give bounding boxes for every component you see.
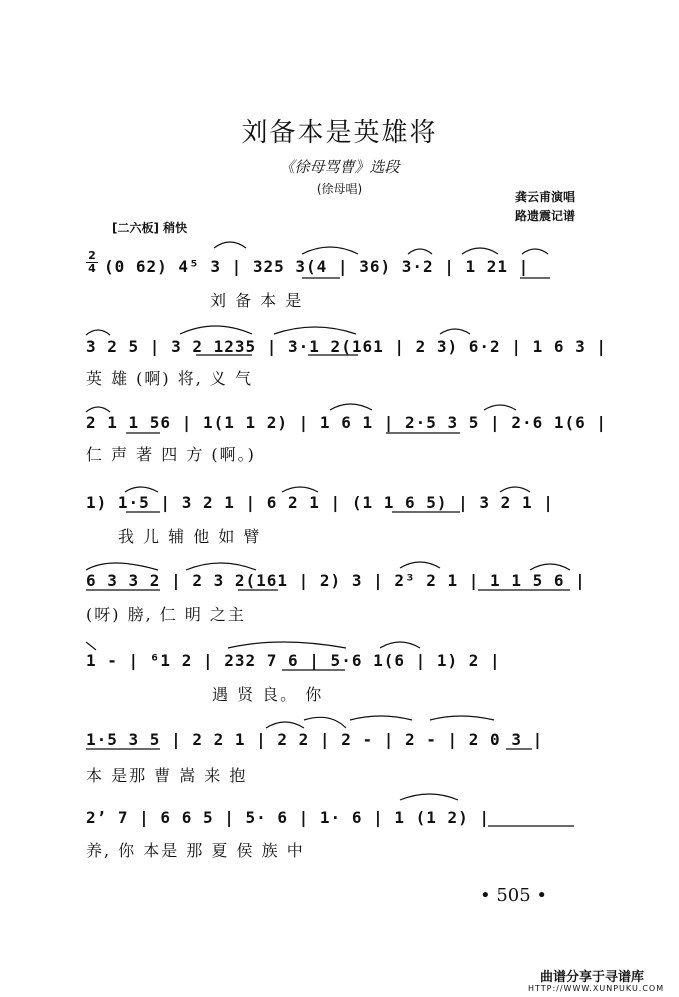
slur-mark (440, 329, 470, 334)
lyrics-row-8: 养, 你 本是 那 夏 侯 族 中 (86, 841, 305, 860)
slur-mark (400, 562, 440, 568)
slur-mark (430, 716, 494, 720)
slur-mark (282, 487, 318, 492)
slur-mark (228, 642, 346, 648)
slur-mark (484, 405, 516, 410)
time-signature-bottom: 4 (88, 262, 96, 275)
slur-mark (274, 327, 356, 334)
notation-row-2: 3 2 5 | 3 2 1235 | 3·1 2(161 | 2 3) 6·2 | 1 6 3 | (86, 337, 608, 356)
notation-row-4: 1) 1·5 | 3 2 1 | 6 2 1 | (1 1 6 5) | 3 2 1 | (86, 493, 554, 512)
slur-mark (86, 642, 96, 650)
song-title: 刘备本是英雄将 (241, 118, 438, 148)
notation-row-7: 1·5 3 5 | 2 2 1 | 2 2 | 2 - | 2 - | 2 0 3 | (86, 730, 544, 749)
slur-mark (86, 563, 158, 570)
lyrics-row-3: 仁 声 著 四 方 (啊。) (86, 445, 256, 464)
slur-mark (180, 326, 252, 334)
performer-credit: 龚云甫演唱 (515, 190, 576, 204)
singer-note: (徐母唱) (316, 182, 363, 196)
slur-mark (186, 563, 256, 570)
slur-mark (125, 487, 158, 492)
tempo-marking: [二六板] 稍快 (112, 221, 188, 235)
slur-mark (530, 564, 570, 570)
slur-mark (330, 404, 372, 410)
lyrics-row-7: 本 是那 曹 嵩 来 抱 (86, 766, 248, 785)
notation-row-1: (0 62) 4⁵ 3 | 325 3(4 | 36) 3·2 | 1 21 | (104, 257, 530, 276)
lyrics-row-1: 刘 备 本 是 (210, 291, 304, 310)
notation-row-8: 2’ 7 | 6 6 5 | 5· 6 | 1· 6 | 1 (1 2) | (86, 808, 491, 827)
slur-mark (462, 248, 498, 254)
slur-mark (350, 716, 412, 720)
slur-mark (380, 642, 420, 648)
song-subtitle: 《徐母骂曹》选段 (279, 158, 400, 176)
slur-mark (86, 407, 110, 412)
slur-mark (400, 794, 458, 800)
lyrics-row-6: 遇 贤 良。 你 (212, 685, 324, 704)
notation-row-5: 6 3 3 2 | 2 3 2(161 | 2) 3 | 2³ 2 1 | 1 1 5 6 | (86, 571, 586, 590)
slur-mark (500, 487, 530, 492)
footer-site-name: 曲谱分享于寻谱库 (540, 970, 645, 985)
transcriber-credit: 路遗震记谱 (515, 209, 576, 223)
slur-mark (408, 249, 432, 254)
lyrics-row-4: 我 儿 辅 他 如 臂 (118, 527, 262, 546)
page-number: • 505 • (480, 885, 548, 906)
slur-mark (304, 717, 346, 728)
slur-mark (522, 249, 548, 254)
slur-mark (266, 722, 304, 728)
slur-mark (86, 330, 110, 335)
footer-url: HTTP://WWW.XUNPUKU.COM (528, 984, 665, 993)
slur-mark (302, 247, 358, 254)
slur-mark (214, 242, 246, 248)
lyrics-row-5: (呀) 膀, 仁 明 之主 (86, 605, 246, 624)
notation-row-3: 2 1 1 56 | 1(1 1 2) | 1 6 1 | 2·5 3 5 | 2·6 1(6 | (86, 413, 608, 432)
lyrics-row-2: 英 雄 (啊) 将, 义 气 (86, 369, 254, 388)
notation-row-6: 1 - | ⁶1 2 | 232 7 6 | 5·6 1(6 | 1) 2 | (86, 651, 501, 670)
time-signature-top: 2 (88, 249, 96, 262)
